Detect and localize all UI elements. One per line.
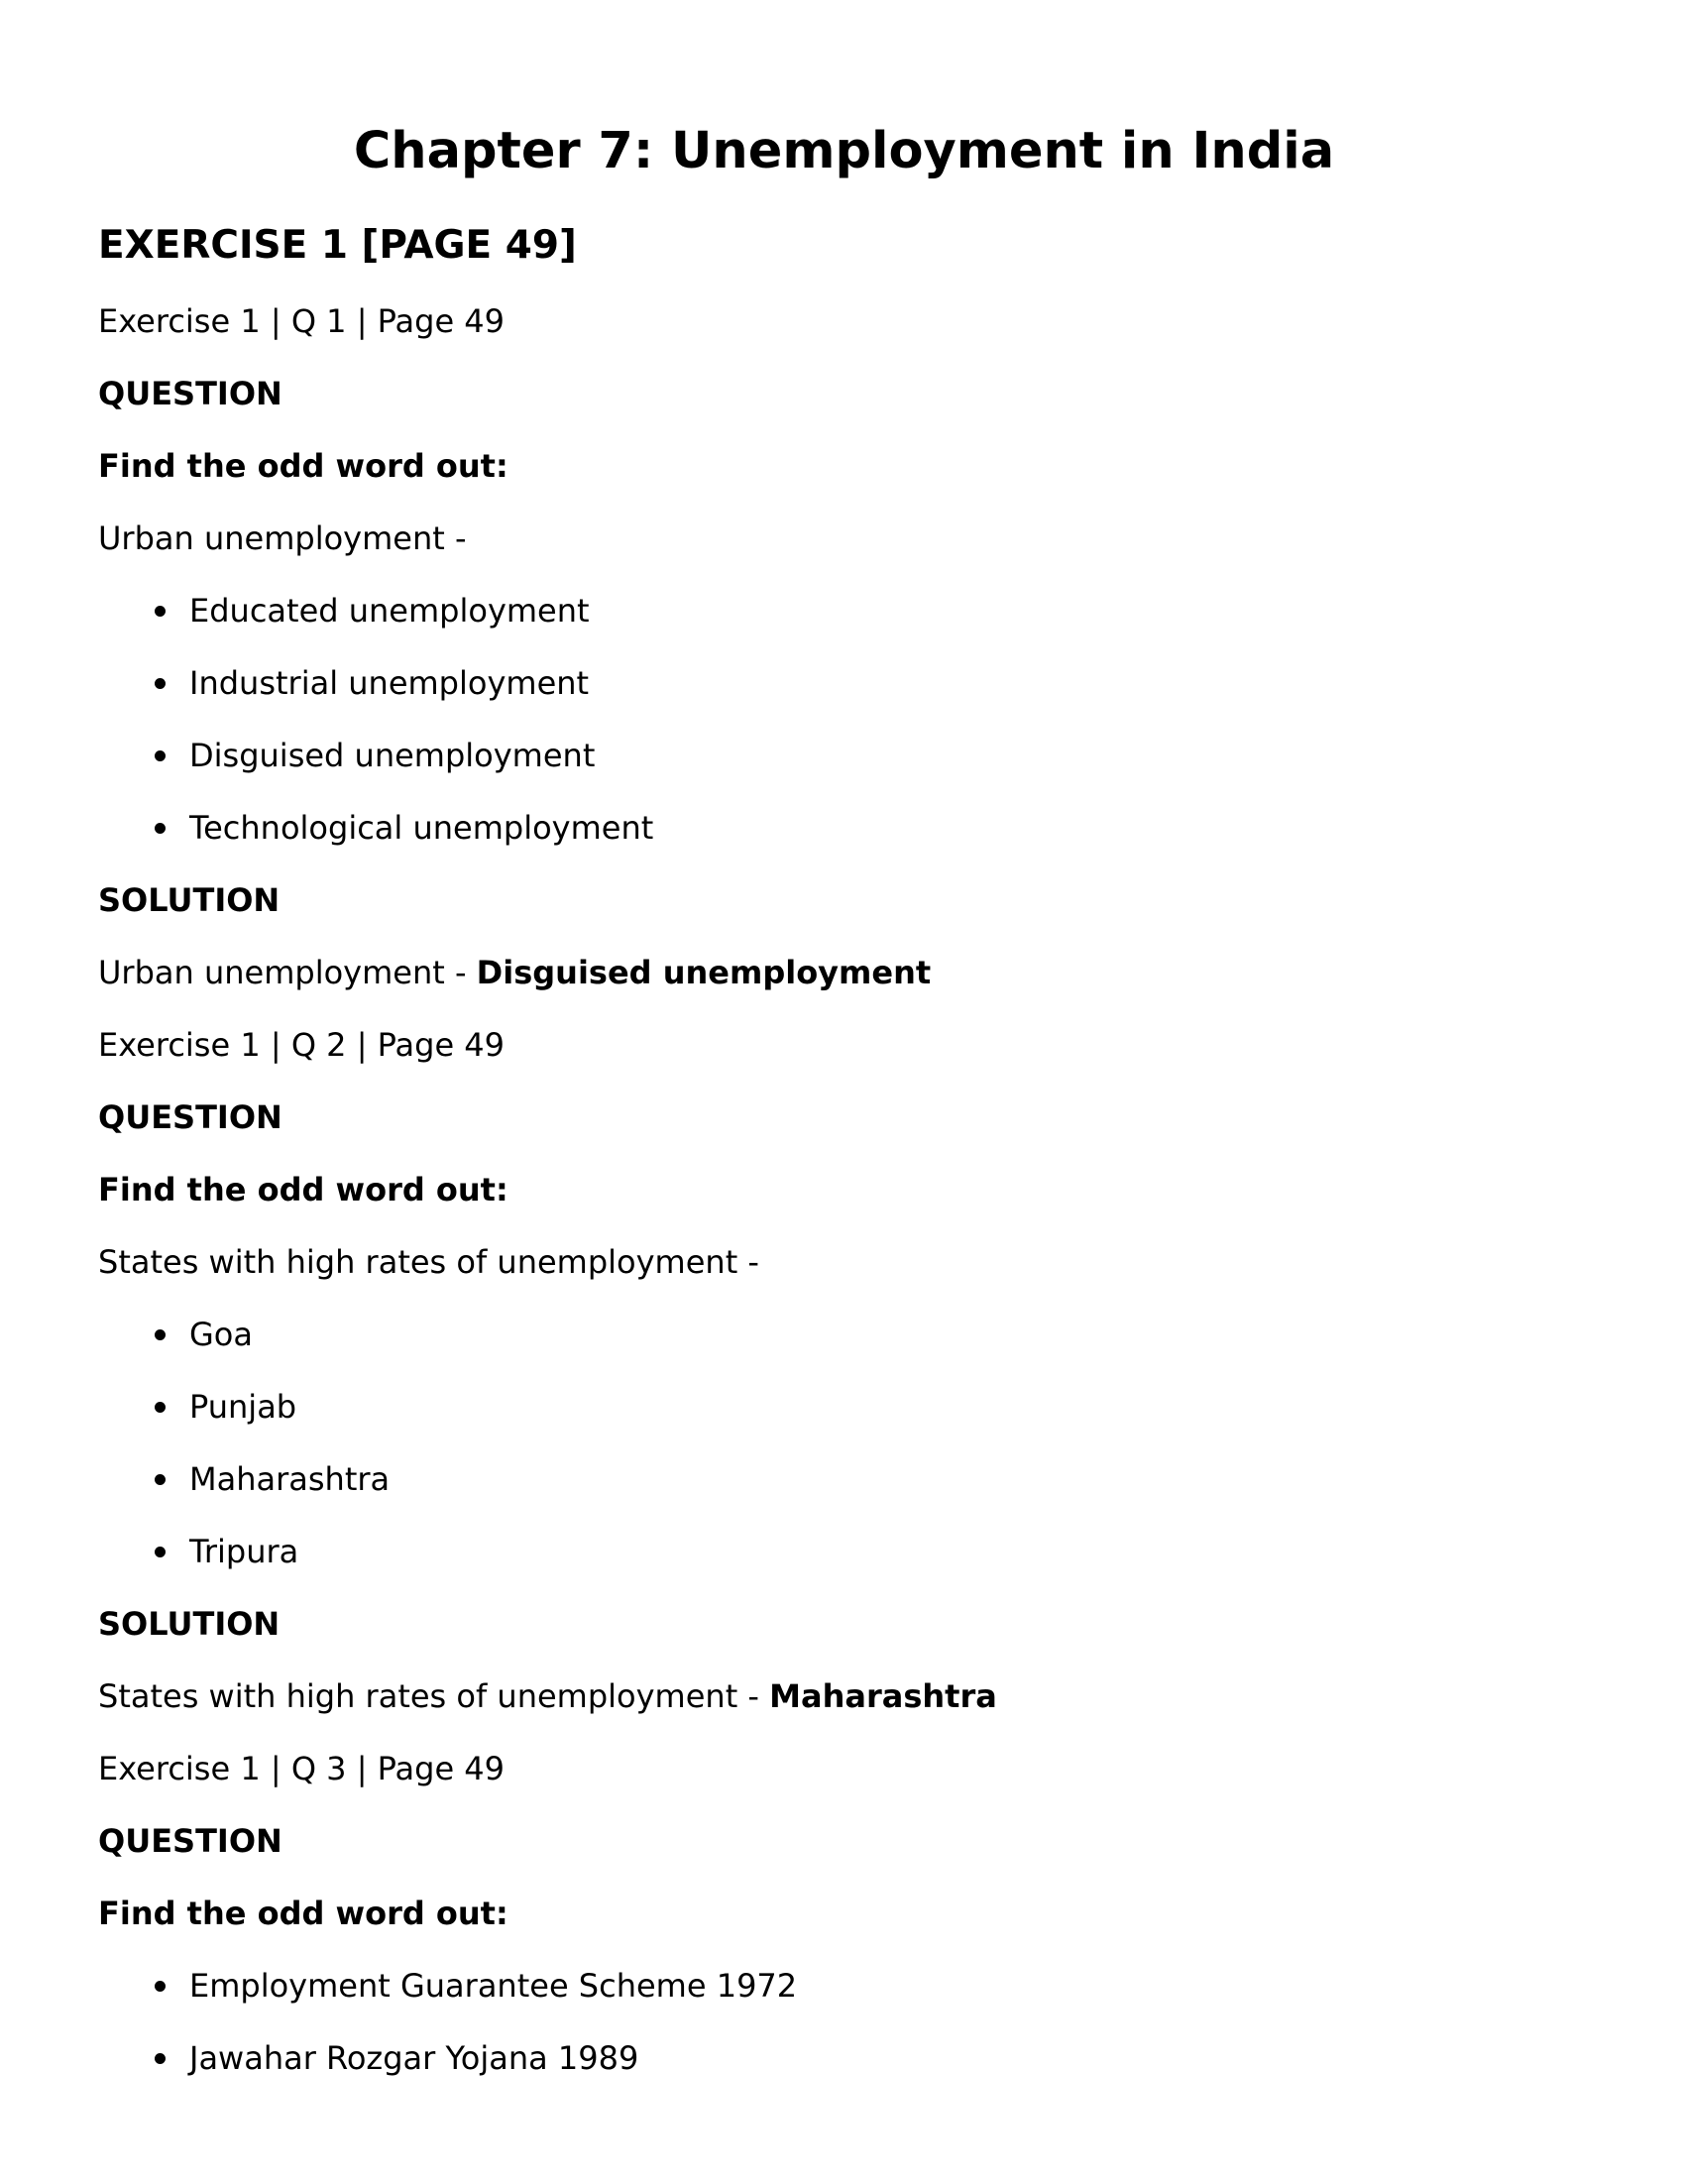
- option-text: Tripura: [189, 1533, 299, 1570]
- option-item: [98, 1385, 1585, 1429]
- question-reference: Exercise 1 | Q 3 | Page 49: [98, 1750, 506, 1787]
- option-text: Punjab: [189, 1388, 297, 1426]
- option-item: [98, 661, 1585, 705]
- question-reference: Exercise 1 | Q 2 | Page 49: [98, 1026, 506, 1064]
- option-item: [98, 734, 1585, 777]
- solution-prefix: Urban unemployment -: [98, 954, 477, 991]
- option-item: [98, 806, 1585, 850]
- option-text: Jawahar Rozgar Yojana 1989: [189, 2039, 639, 2077]
- question-block-3: [98, 1747, 1585, 2080]
- bullet-icon: [155, 1981, 166, 1992]
- question-block-1: [98, 299, 1585, 994]
- exercise-heading: EXERCISE 1 [PAGE 49]: [98, 223, 577, 268]
- option-item: [98, 589, 1585, 632]
- question-label: QUESTION: [98, 1822, 282, 1860]
- solution-label: SOLUTION: [98, 1605, 281, 1643]
- solution-answer: Maharashtra: [769, 1677, 997, 1715]
- question-prompt: Find the odd word out:: [98, 447, 508, 485]
- option-text: Technological unemployment: [189, 809, 654, 847]
- option-text: Disguised unemployment: [189, 737, 596, 774]
- solution-prefix: States with high rates of unemployment -: [98, 1677, 770, 1715]
- question-prompt: Find the odd word out:: [98, 1895, 508, 1932]
- document-content: [98, 216, 1585, 2109]
- bullet-icon: [155, 823, 166, 834]
- bullet-icon: [155, 750, 166, 761]
- question-label: QUESTION: [98, 1098, 282, 1136]
- bullet-icon: [155, 2053, 166, 2064]
- option-item: [98, 1530, 1585, 1573]
- chapter-title: Chapter 7: Unemployment in India: [353, 122, 1335, 180]
- bullet-icon: [155, 1329, 166, 1340]
- solution-text: [98, 1674, 1585, 1718]
- bullet-icon: [155, 606, 166, 617]
- option-text: Maharashtra: [189, 1460, 391, 1498]
- bullet-icon: [155, 1474, 166, 1485]
- option-list: [98, 1313, 1585, 1573]
- question-reference: Exercise 1 | Q 1 | Page 49: [98, 302, 506, 340]
- option-item: [98, 1457, 1585, 1501]
- option-list: [98, 1964, 1585, 2080]
- question-block-2: [98, 1023, 1585, 1718]
- question-stem: States with high rates of unemployment -: [98, 1243, 759, 1281]
- option-item: [98, 1313, 1585, 1356]
- option-item: [98, 1964, 1585, 2008]
- solution-answer: Disguised unemployment: [476, 954, 932, 991]
- option-list: [98, 589, 1585, 850]
- option-text: Educated unemployment: [189, 592, 590, 630]
- option-text: Employment Guarantee Scheme 1972: [189, 1967, 798, 2005]
- bullet-icon: [155, 1547, 166, 1557]
- option-text: Industrial unemployment: [189, 664, 590, 702]
- solution-label: SOLUTION: [98, 881, 281, 919]
- question-label: QUESTION: [98, 375, 282, 412]
- bullet-icon: [155, 678, 166, 689]
- question-prompt: Find the odd word out:: [98, 1171, 508, 1208]
- option-text: Goa: [189, 1316, 253, 1353]
- solution-text: [98, 951, 1585, 994]
- question-stem: Urban unemployment -: [98, 519, 467, 557]
- option-item: [98, 2036, 1585, 2080]
- bullet-icon: [155, 1402, 166, 1413]
